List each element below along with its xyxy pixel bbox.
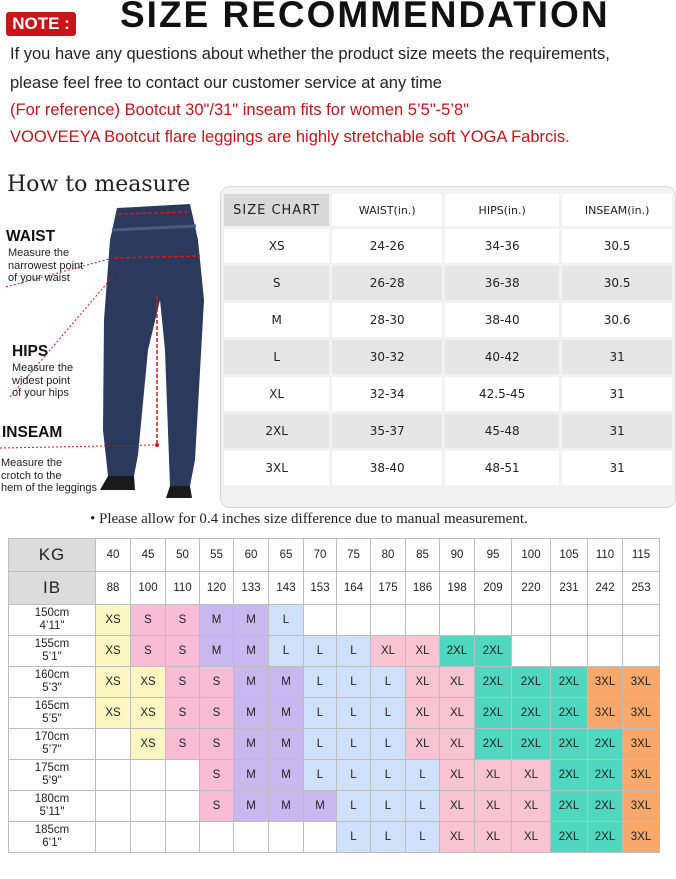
size-cell: XL bbox=[440, 667, 475, 698]
page-title: SIZE RECOMMENDATION bbox=[120, 0, 610, 35]
measurement-cell: 30-32 bbox=[332, 340, 442, 374]
measurement-cell: 38-40 bbox=[332, 451, 442, 485]
size-cell: M bbox=[200, 636, 234, 667]
kg-row-value: 85 bbox=[406, 539, 440, 572]
size-cell bbox=[96, 791, 131, 822]
size-cell: 2XL bbox=[551, 822, 588, 853]
kg-row-value: 75 bbox=[337, 539, 371, 572]
measurement-cell: 30.5 bbox=[562, 229, 672, 263]
height-ft: 5’5" bbox=[42, 713, 62, 725]
ib-row bbox=[9, 572, 660, 605]
size-cell bbox=[371, 605, 406, 636]
ib-row-value: 231 bbox=[551, 572, 588, 605]
ib-row-value: 100 bbox=[131, 572, 166, 605]
size-cell: L bbox=[371, 667, 406, 698]
intro-line-1: If you have any questions about whether the product size meets the requirements, bbox=[10, 45, 610, 63]
size-cell: L bbox=[371, 791, 406, 822]
size-cell: L bbox=[304, 760, 337, 791]
size-cell: 2XL bbox=[551, 667, 588, 698]
size-cell: M bbox=[304, 791, 337, 822]
ib-row-label: IB bbox=[9, 572, 96, 605]
size-cell: 2XL bbox=[475, 636, 512, 667]
size-label-cell: S bbox=[224, 266, 329, 300]
size-cell: 3XL bbox=[623, 698, 660, 729]
size-cell: 3XL bbox=[623, 667, 660, 698]
height-ft: 6’1" bbox=[42, 837, 62, 849]
size-cell: L bbox=[269, 605, 304, 636]
size-cell: 3XL bbox=[623, 822, 660, 853]
measurement-cell: 31 bbox=[562, 377, 672, 411]
ib-row-value: 253 bbox=[623, 572, 660, 605]
size-label-cell: L bbox=[224, 340, 329, 374]
size-cell: M bbox=[269, 729, 304, 760]
kg-row-value: 65 bbox=[269, 539, 304, 572]
size-cell: 2XL bbox=[551, 760, 588, 791]
size-cell: XL bbox=[440, 760, 475, 791]
size-cell: 2XL bbox=[475, 698, 512, 729]
size-cell: XL bbox=[406, 667, 440, 698]
size-cell: L bbox=[304, 636, 337, 667]
size-cell: XS bbox=[131, 667, 166, 698]
kg-row-value: 40 bbox=[96, 539, 131, 572]
size-cell bbox=[588, 636, 623, 667]
size-cell: L bbox=[371, 698, 406, 729]
size-cell: L bbox=[304, 667, 337, 698]
size-chart-panel bbox=[220, 186, 676, 508]
kg-row-label: KG bbox=[9, 539, 96, 572]
size-cell: M bbox=[234, 760, 269, 791]
size-cell: 2XL bbox=[551, 791, 588, 822]
size-cell: XL bbox=[440, 729, 475, 760]
measurement-cell: 28-30 bbox=[332, 303, 442, 337]
size-cell: 2XL bbox=[588, 760, 623, 791]
size-cell: L bbox=[406, 760, 440, 791]
height-ft: 5’3" bbox=[42, 682, 62, 694]
size-cell: S bbox=[166, 605, 200, 636]
size-cell: XS bbox=[131, 729, 166, 760]
kg-row-value: 90 bbox=[440, 539, 475, 572]
ib-row-value: 143 bbox=[269, 572, 304, 605]
measurement-cell: 31 bbox=[562, 340, 672, 374]
size-cell: L bbox=[337, 791, 371, 822]
height-ft: 5’9" bbox=[42, 775, 62, 787]
size-cell bbox=[337, 605, 371, 636]
height-row bbox=[9, 760, 660, 791]
size-cell: XS bbox=[96, 636, 131, 667]
size-chart-row bbox=[224, 303, 672, 337]
kg-row-value: 95 bbox=[475, 539, 512, 572]
size-cell: XL bbox=[406, 729, 440, 760]
size-cell: 2XL bbox=[551, 698, 588, 729]
size-cell: L bbox=[269, 636, 304, 667]
size-cell: S bbox=[166, 667, 200, 698]
allowance-note: • Please allow for 0.4 inches size difference due to manual measurement. bbox=[90, 511, 528, 527]
leggings-image bbox=[103, 204, 204, 486]
size-cell: 2XL bbox=[512, 698, 551, 729]
size-cell: XL bbox=[371, 636, 406, 667]
size-cell: XL bbox=[475, 791, 512, 822]
size-cell: L bbox=[406, 822, 440, 853]
size-cell bbox=[131, 760, 166, 791]
size-cell: S bbox=[200, 791, 234, 822]
size-cell: S bbox=[166, 729, 200, 760]
size-cell: 2XL bbox=[475, 667, 512, 698]
size-cell bbox=[269, 822, 304, 853]
size-cell: M bbox=[269, 760, 304, 791]
size-cell: S bbox=[200, 729, 234, 760]
kg-row-value: 105 bbox=[551, 539, 588, 572]
size-cell bbox=[588, 605, 623, 636]
size-cell: XL bbox=[406, 636, 440, 667]
size-label-cell: 3XL bbox=[224, 451, 329, 485]
size-cell: XS bbox=[96, 605, 131, 636]
size-cell: M bbox=[234, 605, 269, 636]
size-cell: M bbox=[234, 729, 269, 760]
size-cell: L bbox=[371, 760, 406, 791]
measurement-cell: 31 bbox=[562, 451, 672, 485]
inseam-description: Measure the crotch to the hem of the leggings bbox=[1, 457, 98, 494]
size-label-cell: XL bbox=[224, 377, 329, 411]
note-badge: NOTE : bbox=[6, 12, 76, 36]
size-cell: S bbox=[131, 636, 166, 667]
size-cell: S bbox=[166, 698, 200, 729]
size-label-cell: M bbox=[224, 303, 329, 337]
size-cell: L bbox=[337, 729, 371, 760]
size-label-cell: XS bbox=[224, 229, 329, 263]
header-waist: WAIST(in.) bbox=[332, 194, 442, 226]
size-cell: M bbox=[234, 698, 269, 729]
intro-line-2: please feel free to contact our customer service at any time bbox=[10, 74, 442, 92]
measurement-cell: 36-38 bbox=[445, 266, 559, 300]
size-cell bbox=[166, 760, 200, 791]
measurement-cell: 48-51 bbox=[445, 451, 559, 485]
size-cell bbox=[623, 636, 660, 667]
height-cm: 175cm bbox=[34, 762, 70, 774]
height-cell bbox=[9, 698, 96, 729]
size-cell bbox=[440, 605, 475, 636]
size-cell: 3XL bbox=[588, 667, 623, 698]
size-cell: XL bbox=[512, 822, 551, 853]
size-cell: S bbox=[200, 698, 234, 729]
kg-row-value: 100 bbox=[512, 539, 551, 572]
size-cell: 3XL bbox=[623, 760, 660, 791]
height-ft: 5’1" bbox=[42, 651, 62, 663]
size-chart-corner: SIZE CHART bbox=[224, 194, 329, 226]
height-cm: 185cm bbox=[34, 824, 70, 836]
kg-row-value: 55 bbox=[200, 539, 234, 572]
measurement-cell: 42.5-45 bbox=[445, 377, 559, 411]
measurement-cell: 45-48 bbox=[445, 414, 559, 448]
size-cell bbox=[475, 605, 512, 636]
height-row bbox=[9, 822, 660, 853]
hips-label: HIPS bbox=[12, 343, 49, 360]
size-cell: M bbox=[269, 698, 304, 729]
height-row bbox=[9, 729, 660, 760]
measurement-cell: 38-40 bbox=[445, 303, 559, 337]
size-cell: XL bbox=[475, 760, 512, 791]
size-cell: 2XL bbox=[588, 822, 623, 853]
size-cell bbox=[96, 822, 131, 853]
size-cell: XL bbox=[440, 698, 475, 729]
ib-row-value: 209 bbox=[475, 572, 512, 605]
height-cell bbox=[9, 791, 96, 822]
size-cell bbox=[304, 605, 337, 636]
size-cell: XL bbox=[512, 791, 551, 822]
size-cell bbox=[551, 605, 588, 636]
measurement-cell: 34-36 bbox=[445, 229, 559, 263]
size-cell bbox=[131, 791, 166, 822]
measurement-cell: 32-34 bbox=[332, 377, 442, 411]
size-chart-row bbox=[224, 340, 672, 374]
waist-description: Measure the narrowest point of your waist bbox=[8, 247, 84, 284]
size-cell: XL bbox=[475, 822, 512, 853]
size-chart-row bbox=[224, 377, 672, 411]
size-cell: M bbox=[200, 605, 234, 636]
size-label-cell: 2XL bbox=[224, 414, 329, 448]
size-chart-row bbox=[224, 414, 672, 448]
height-row bbox=[9, 605, 660, 636]
size-cell: XS bbox=[131, 698, 166, 729]
size-cell bbox=[234, 822, 269, 853]
height-row bbox=[9, 698, 660, 729]
size-cell bbox=[200, 822, 234, 853]
size-cell: L bbox=[337, 698, 371, 729]
size-cell: M bbox=[234, 667, 269, 698]
size-cell: L bbox=[337, 760, 371, 791]
measurement-cell: 30.6 bbox=[562, 303, 672, 337]
size-cell: L bbox=[304, 729, 337, 760]
size-cell: 2XL bbox=[512, 729, 551, 760]
size-cell: XL bbox=[440, 822, 475, 853]
size-cell bbox=[623, 605, 660, 636]
ib-row-value: 133 bbox=[234, 572, 269, 605]
size-cell: M bbox=[269, 667, 304, 698]
header-hips: HIPS(in.) bbox=[445, 194, 559, 226]
inseam-reference-note: (For reference) Bootcut 30"/31" inseam fits for women 5’5"-5’8" bbox=[10, 101, 470, 119]
ib-row-value: 153 bbox=[304, 572, 337, 605]
ib-row-value: 88 bbox=[96, 572, 131, 605]
size-cell: M bbox=[269, 791, 304, 822]
kg-row-value: 115 bbox=[623, 539, 660, 572]
size-chart-header bbox=[224, 194, 672, 226]
height-cm: 155cm bbox=[34, 638, 70, 650]
inseam-label: INSEAM bbox=[2, 424, 63, 441]
size-cell: 2XL bbox=[475, 729, 512, 760]
size-cell: 2XL bbox=[551, 729, 588, 760]
height-cell bbox=[9, 729, 96, 760]
kg-row-value: 80 bbox=[371, 539, 406, 572]
size-cell: S bbox=[200, 667, 234, 698]
measurement-cell: 24-26 bbox=[332, 229, 442, 263]
size-chart-body bbox=[224, 229, 672, 485]
size-cell: XL bbox=[512, 760, 551, 791]
kg-row-value: 70 bbox=[304, 539, 337, 572]
height-cm: 150cm bbox=[34, 607, 70, 619]
size-cell: XL bbox=[406, 698, 440, 729]
ib-row-value: 120 bbox=[200, 572, 234, 605]
size-cell: L bbox=[304, 698, 337, 729]
size-cell: XL bbox=[440, 791, 475, 822]
height-row bbox=[9, 667, 660, 698]
size-cell: L bbox=[371, 822, 406, 853]
fabric-note: VOOVEEYA Bootcut flare leggings are highly stretchable soft YOGA Fabrcis. bbox=[10, 128, 570, 146]
height-cm: 160cm bbox=[34, 669, 70, 681]
measurement-cell: 35-37 bbox=[332, 414, 442, 448]
size-cell bbox=[166, 791, 200, 822]
size-cell bbox=[512, 605, 551, 636]
size-chart-row bbox=[224, 266, 672, 300]
size-cell: L bbox=[337, 667, 371, 698]
size-chart-row bbox=[224, 229, 672, 263]
kg-row-value: 110 bbox=[588, 539, 623, 572]
ib-row-value: 186 bbox=[406, 572, 440, 605]
height-cell bbox=[9, 667, 96, 698]
height-cell bbox=[9, 605, 96, 636]
ib-row-value: 175 bbox=[371, 572, 406, 605]
size-cell: M bbox=[234, 636, 269, 667]
ib-row-value: 164 bbox=[337, 572, 371, 605]
size-cell: L bbox=[337, 636, 371, 667]
ib-row-value: 220 bbox=[512, 572, 551, 605]
size-cell bbox=[96, 760, 131, 791]
height-row bbox=[9, 636, 660, 667]
weight-height-grid bbox=[8, 538, 660, 853]
ib-row-value: 242 bbox=[588, 572, 623, 605]
height-cm: 180cm bbox=[34, 793, 70, 805]
height-cell bbox=[9, 822, 96, 853]
size-cell bbox=[551, 636, 588, 667]
size-cell bbox=[166, 822, 200, 853]
how-to-measure-heading: How to measure bbox=[7, 172, 191, 197]
height-cell bbox=[9, 760, 96, 791]
size-cell: S bbox=[200, 760, 234, 791]
size-cell: 2XL bbox=[588, 729, 623, 760]
size-cell: 3XL bbox=[623, 729, 660, 760]
size-cell bbox=[512, 636, 551, 667]
size-cell: M bbox=[234, 791, 269, 822]
kg-row-value: 50 bbox=[166, 539, 200, 572]
size-cell: L bbox=[371, 729, 406, 760]
kg-row bbox=[9, 539, 660, 572]
size-chart-table bbox=[221, 191, 675, 488]
kg-row-value: 45 bbox=[131, 539, 166, 572]
height-ft: 5’7" bbox=[42, 744, 62, 756]
kg-row-value: 60 bbox=[234, 539, 269, 572]
size-cell: 3XL bbox=[588, 698, 623, 729]
height-row bbox=[9, 791, 660, 822]
measurement-cell: 30.5 bbox=[562, 266, 672, 300]
size-cell: 3XL bbox=[623, 791, 660, 822]
size-cell: 2XL bbox=[588, 791, 623, 822]
waist-label: WAIST bbox=[6, 228, 56, 245]
header-inseam: INSEAM(in.) bbox=[562, 194, 672, 226]
size-cell bbox=[96, 729, 131, 760]
height-cell bbox=[9, 636, 96, 667]
hips-description: Measure the widest point of your hips bbox=[12, 362, 74, 399]
measurement-cell: 26-28 bbox=[332, 266, 442, 300]
size-chart-row bbox=[224, 451, 672, 485]
size-cell: 2XL bbox=[440, 636, 475, 667]
ib-row-value: 110 bbox=[166, 572, 200, 605]
size-cell bbox=[131, 822, 166, 853]
size-cell: S bbox=[131, 605, 166, 636]
ib-row-value: 198 bbox=[440, 572, 475, 605]
size-cell: L bbox=[406, 791, 440, 822]
size-cell bbox=[304, 822, 337, 853]
size-cell: XS bbox=[96, 667, 131, 698]
size-cell: 2XL bbox=[512, 667, 551, 698]
size-cell: XS bbox=[96, 698, 131, 729]
height-ft: 5’11" bbox=[39, 806, 65, 818]
size-cell: L bbox=[337, 822, 371, 853]
measurement-cell: 40-42 bbox=[445, 340, 559, 374]
height-cm: 165cm bbox=[34, 700, 70, 712]
measurement-cell: 31 bbox=[562, 414, 672, 448]
height-cm: 170cm bbox=[34, 731, 70, 743]
height-ft: 4’11" bbox=[39, 620, 65, 632]
size-cell: S bbox=[166, 636, 200, 667]
size-cell bbox=[406, 605, 440, 636]
